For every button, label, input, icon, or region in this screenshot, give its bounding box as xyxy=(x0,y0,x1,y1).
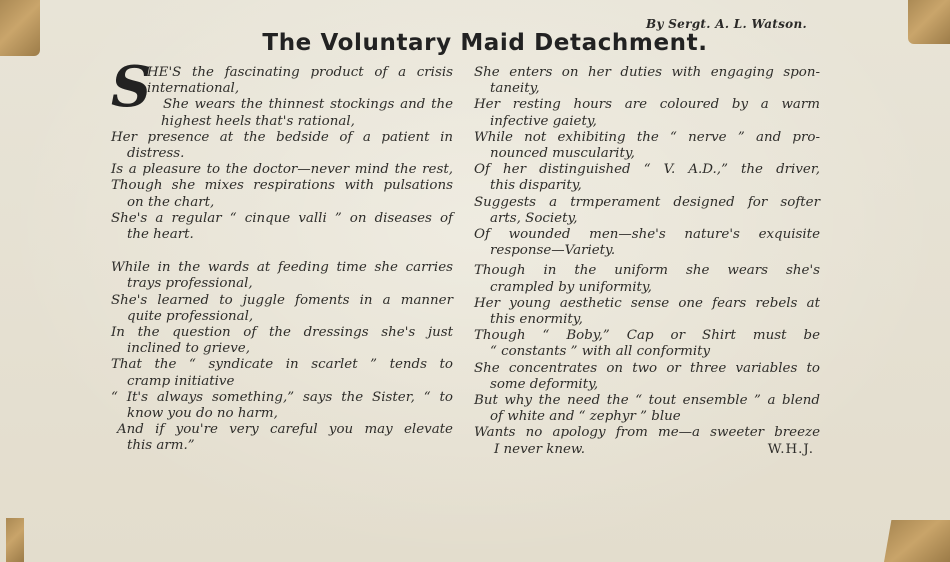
poem-line: this enormity, xyxy=(490,312,583,328)
poem-line: arts, Society, xyxy=(490,210,578,226)
tape-corner-bottom-left xyxy=(6,518,24,562)
poem-line: Suggests a trmperament designed for softer xyxy=(474,194,820,210)
poem-line: “ It's always something,” says the Sister, “ to xyxy=(111,389,453,405)
drop-cap: S xyxy=(111,54,152,120)
poem-line: international, xyxy=(147,81,240,97)
poem-line: Wants no apology from me—a sweeter breeze xyxy=(474,425,820,441)
left-column xyxy=(111,54,453,455)
poem-line: Her presence at the bedside of a patient in xyxy=(111,129,453,145)
poem-line: Though she mixes respirations with pulsations xyxy=(111,178,453,194)
poem-line: I never knew. xyxy=(494,441,586,457)
right-column xyxy=(474,65,820,458)
poem-line: on the chart, xyxy=(127,194,215,210)
tape-corner-bottom-right xyxy=(884,520,950,562)
poem-line: But why the need the “ tout ensemble ” a blend xyxy=(474,393,820,409)
poem-line: “ constants ” with all conformity xyxy=(490,344,711,360)
poem-line: In the question of the dressings she's just xyxy=(111,325,453,341)
poem-line: response—Variety. xyxy=(490,243,616,259)
poem-line: know you do no harm, xyxy=(127,406,278,422)
poem-line: And if you're very careful you may elevate xyxy=(117,422,453,438)
poem-line: this arm.” xyxy=(127,438,195,454)
poem-line: Is a pleasure to the doctor—never mind the rest, xyxy=(111,162,453,178)
poem-line: the heart. xyxy=(127,227,194,243)
poem-title: The Voluntary Maid Detachment. xyxy=(262,30,708,56)
poem-line: distress. xyxy=(127,146,185,162)
poem-line: She enters on her duties with engaging spon- xyxy=(474,65,820,80)
poem-line: Though in the uniform she wears she's xyxy=(474,263,820,279)
poem-line: inclined to grieve, xyxy=(127,341,250,357)
byline: By Sergt. A. L. Watson. xyxy=(646,17,807,31)
poem-line: HE'S the fascinating product of a crisis xyxy=(147,65,453,80)
poem-line: Her young aesthetic sense one fears rebels at xyxy=(474,295,820,311)
poem-line: She's learned to juggle foments in a manner xyxy=(111,292,453,308)
poem-line: of white and “ zephyr ” blue xyxy=(490,409,681,425)
poem-line: While in the wards at feeding time she carries xyxy=(111,260,453,276)
closing-line-row xyxy=(474,442,820,458)
poem-line: While not exhibiting the “ nerve ” and pro- xyxy=(474,129,820,145)
poem-line: trays professional, xyxy=(127,276,253,292)
stanza-break xyxy=(111,243,453,260)
poem-line: Though “ Boby,” Cap or Shirt must be xyxy=(474,328,820,344)
poem-line: some deformity, xyxy=(490,376,599,392)
poem-line: crampled by uniformity, xyxy=(490,279,652,295)
poem-line: infective gaiety, xyxy=(490,113,597,129)
poem-line: Of wounded men—she's nature's exquisite xyxy=(474,227,820,243)
poem-line: taneity, xyxy=(490,81,540,97)
poem-line: Her resting hours are coloured by a warm xyxy=(474,97,820,113)
poem-line: She's a regular “ cinque valli ” on diseases of xyxy=(111,210,453,226)
poem-line: That the “ syndicate in scarlet ” tends to xyxy=(111,357,453,373)
author-initials: W.H.J. xyxy=(767,441,814,457)
poem-line: Of her distinguished “ V. A.D.,” the driver, xyxy=(474,162,820,178)
poem-line: nounced muscularity, xyxy=(490,146,635,162)
first-stanza-opening xyxy=(111,54,453,130)
poem-line: highest heels that's rational, xyxy=(161,113,355,129)
poem-line: She concentrates on two or three variables to xyxy=(474,360,820,376)
poem-line: She wears the thinnest stockings and the xyxy=(163,97,453,113)
poem-line: cramp initiative xyxy=(127,373,235,389)
poem-line: quite professional, xyxy=(127,308,254,324)
poem-line: this disparity, xyxy=(490,178,582,194)
